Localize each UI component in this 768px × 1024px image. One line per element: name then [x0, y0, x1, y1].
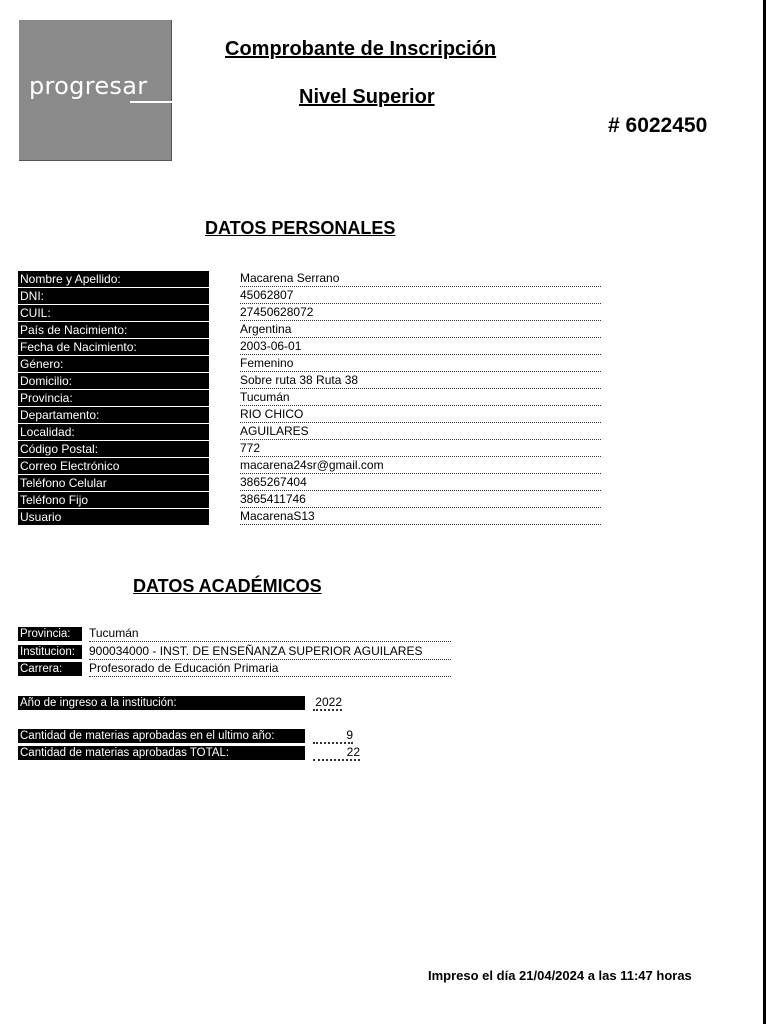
- progresar-logo: [19, 20, 172, 161]
- value-genero: Femenino: [240, 355, 601, 372]
- value-correo: macarena24sr@gmail.com: [240, 457, 601, 474]
- label-carrera: Carrera:: [18, 662, 82, 676]
- value-domicilio: Sobre ruta 38 Ruta 38: [240, 372, 601, 389]
- value-carrera: Profesorado de Educación Primaria: [89, 661, 451, 677]
- value-codigo-postal: 772: [240, 440, 601, 457]
- value-dni: 45062807: [240, 287, 601, 304]
- registration-number: # 6022450: [608, 114, 708, 137]
- label-codigo-postal: Código Postal:: [18, 441, 209, 457]
- value-cuil: 27450628072: [240, 304, 601, 321]
- value-localidad: AGUILARES: [240, 423, 601, 440]
- label-dni: DNI:: [18, 288, 209, 304]
- value-usuario: MacarenaS13: [240, 508, 601, 525]
- label-domicilio: Domicilio:: [18, 373, 209, 389]
- label-nombre: Nombre y Apellido:: [18, 271, 209, 287]
- value-telefono-celular: 3865267404: [240, 474, 601, 491]
- value-fecha-nacimiento: 2003-06-01: [240, 338, 601, 355]
- label-institucion: Institucion:: [18, 645, 82, 659]
- value-acad-provincia: Tucumán: [89, 626, 451, 642]
- label-materias-total: Cantidad de materias aprobadas TOTAL:: [18, 746, 305, 760]
- label-acad-provincia: Provincia:: [18, 627, 82, 641]
- value-materias-total: 22: [313, 745, 360, 761]
- value-institucion: 900034000 - INST. DE ENSEÑANZA SUPERIOR AGUILARES: [89, 644, 451, 660]
- label-pais-nacimiento: País de Nacimiento:: [18, 322, 209, 338]
- document-subtitle: Nivel Superior: [299, 86, 435, 108]
- label-ano-ingreso: Año de ingreso a la institución:: [18, 696, 305, 710]
- logo-underline: [130, 101, 176, 103]
- label-correo: Correo Electrónico: [18, 458, 209, 474]
- label-cuil: CUIL:: [18, 305, 209, 321]
- value-provincia: Tucumán: [240, 389, 601, 406]
- academic-data-heading: DATOS ACADÉMICOS: [133, 576, 322, 596]
- value-telefono-fijo: 3865411746: [240, 491, 601, 508]
- label-genero: Género:: [18, 356, 209, 372]
- label-departamento: Departamento:: [18, 407, 209, 423]
- value-nombre: Macarena Serrano: [240, 270, 601, 287]
- label-usuario: Usuario: [18, 509, 209, 525]
- label-localidad: Localidad:: [18, 424, 209, 440]
- logo-text: progresar: [29, 72, 148, 100]
- value-ano-ingreso: 2022: [313, 695, 342, 711]
- print-timestamp: Impreso el día 21/04/2024 a las 11:47 horas: [428, 968, 692, 983]
- page-edge-line: [763, 0, 766, 1024]
- personal-data-heading: DATOS PERSONALES: [205, 218, 396, 238]
- value-materias-ultimo: 9: [313, 728, 353, 744]
- value-departamento: RIO CHICO: [240, 406, 601, 423]
- label-telefono-celular: Teléfono Celular: [18, 475, 209, 491]
- label-materias-ultimo: Cantidad de materias aprobadas en el ultimo año:: [18, 729, 305, 743]
- label-telefono-fijo: Teléfono Fijo: [18, 492, 209, 508]
- label-fecha-nacimiento: Fecha de Nacimiento:: [18, 339, 209, 355]
- document-title: Comprobante de Inscripción: [225, 38, 497, 60]
- value-pais-nacimiento: Argentina: [240, 321, 601, 338]
- label-provincia: Provincia:: [18, 390, 209, 406]
